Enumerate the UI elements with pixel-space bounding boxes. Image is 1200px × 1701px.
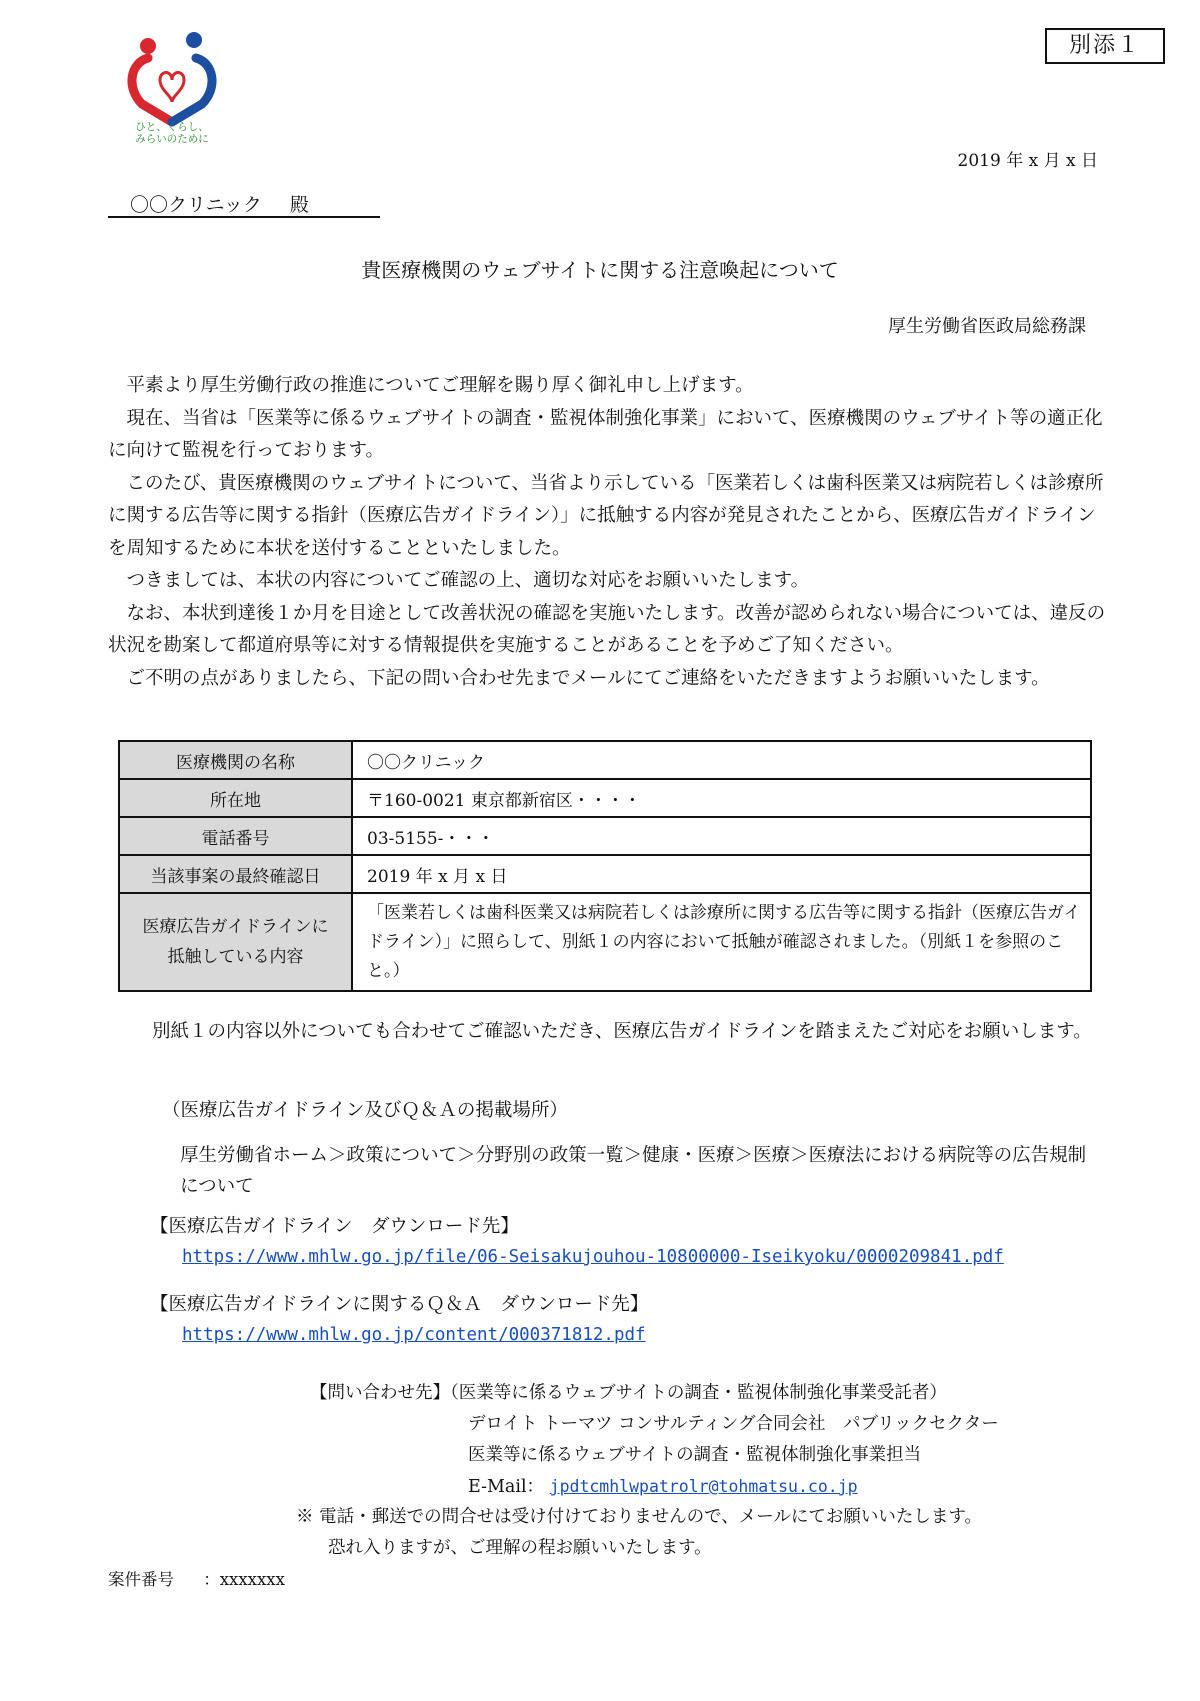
contact-email-link[interactable]: jpdtcmhlwpatrolr@tohmatsu.co.jp [549,1477,858,1496]
logo-tagline-1: ひと、くらし、 [135,121,209,133]
remark-mark: ※ [296,1507,314,1527]
table-header-cell: 電話番号 [119,817,352,855]
clinic-info-table [118,740,1092,992]
remark-line-1: 電話・郵送での問合せは受け付けておりませんので、メールにてお願いいたします。 [319,1507,982,1527]
guideline-download-link[interactable]: https://www.mhlw.go.jp/file/06-Seisakujouhou-10800000-Iseikyoku/0000209841.pdf [182,1247,1004,1267]
download-heading: 【医療広告ガイドラインに関するＱ＆Ａ ダウンロード先】 [150,1294,649,1315]
table-header-cell: 医療機関の名称 [119,741,352,779]
download-heading: 【医療広告ガイドライン ダウンロード先】 [150,1216,519,1237]
addressee-name: 〇〇クリニック [130,194,262,216]
contact-department: 医業等に係るウェブサイトの調査・監視体制強化事業担当 [468,1445,922,1465]
contact-remark [296,1502,982,1533]
table-value-cell: 〒160-0021 東京都新宿区・・・・ [352,779,1091,817]
contact-company: デロイト トーマツ コンサルティング合同会社 パブリックセクター [468,1414,999,1434]
contact-entity: （医業等に係るウェブサイトの調査・監視体制強化事業受託者） [450,1383,947,1403]
body-paragraph: ご不明の点がありましたら、下記の問い合わせ先までメールにてご連絡をいただきますようお願いいたします。 [126,667,1050,689]
table-header-cell: 医療広告ガイドラインに抵触している内容 [119,893,352,991]
case-number-value: ：xxxxxxx [203,1570,285,1589]
table-header-cell: 当該事案の最終確認日 [119,855,352,893]
qa-download-link[interactable]: https://www.mhlw.go.jp/content/000371812.pdf [182,1325,646,1345]
body-paragraph: なお、本状到達後１か月を目途として改善状況の確認を実施いたします。改善が認められない場合については、違反の状況を勘案して都道府県等に対する情報提供を実施することがあることを予めご了知ください。 [108,602,1106,656]
contact-line [310,1378,947,1409]
mhlw-logo-mark [108,18,236,146]
table-value-cell: 03-5155-・・・ [352,817,1091,855]
location-path: 厚生労働省ホーム＞政策について＞分野別の政策一覧＞健康・医療＞医療＞医療法における病院等の広告規制について [180,1145,1087,1197]
logo-tagline-2: みらいのために [135,133,209,145]
table-value-cell: 「医業若しくは歯科医業又は病院若しくは診療所に関する広告等に関する指針（医療広告ガイドライン）」に照らして、別紙１の内容において抵触が確認されました。（別紙１を参照のこと。） [352,893,1091,991]
email-label: E-Mail： [468,1477,545,1497]
body-text [108,370,1108,695]
table-row [119,855,1091,893]
table-header-cell: 所在地 [119,779,352,817]
table-value-cell: 2019 年 x 月 x 日 [352,855,1091,893]
body-paragraph: 現在、当省は「医業等に係るウェブサイトの調査・監視体制強化事業」において、医療機関のウェブサイト等の適正化に向けて監視を行っております。 [108,407,1103,461]
attachment-label: 別添１ [1045,28,1165,64]
case-number [108,1566,285,1590]
table-row [119,817,1091,855]
case-number-label: 案件番号 [108,1570,174,1589]
sender: 厚生労働省医政局総務課 [888,316,1086,337]
table-row [119,779,1091,817]
body-paragraph: このたび、貴医療機関のウェブサイトについて、当省より示している「医業若しくは歯科医業又は病院若しくは診療所に関する広告等に関する指針（医療広告ガイドライン）」に抵触する内容が発見されたことから、医療広告ガイドラインを周知するために本状を送付することといたしました。 [108,472,1104,559]
location-heading: （医療広告ガイドライン及びＱ＆Ａの掲載場所） [162,1100,568,1121]
table-value-cell: 〇〇クリニック [352,741,1091,779]
document-date: 2019 年 x 月 x 日 [957,151,1098,171]
contact-email-line [468,1471,858,1503]
remark-line-2: 恐れ入りますが、ご理解の程お願いいたします。 [328,1538,712,1558]
addressee [108,190,380,218]
body-paragraph: つきましては、本状の内容についてご確認の上、適切な対応をお願いいたします。 [126,570,810,591]
table-row [119,893,1091,991]
mhlw-logo [108,18,236,146]
table-row [119,741,1091,779]
body-paragraph: 平素より厚生労働行政の推進についてご理解を賜り厚く御礼申し上げます。 [126,375,754,396]
contact-label: 【問い合わせ先】 [310,1383,450,1403]
addressee-honorific: 殿 [289,194,309,216]
document-title: 貴医療機関のウェブサイトに関する注意喚起について [361,258,839,282]
confirmation-note: 別紙１の内容以外についても合わせてご確認いただき、医療広告ガイドラインを踏まえたご対応をお願いします。 [152,1021,1092,1042]
